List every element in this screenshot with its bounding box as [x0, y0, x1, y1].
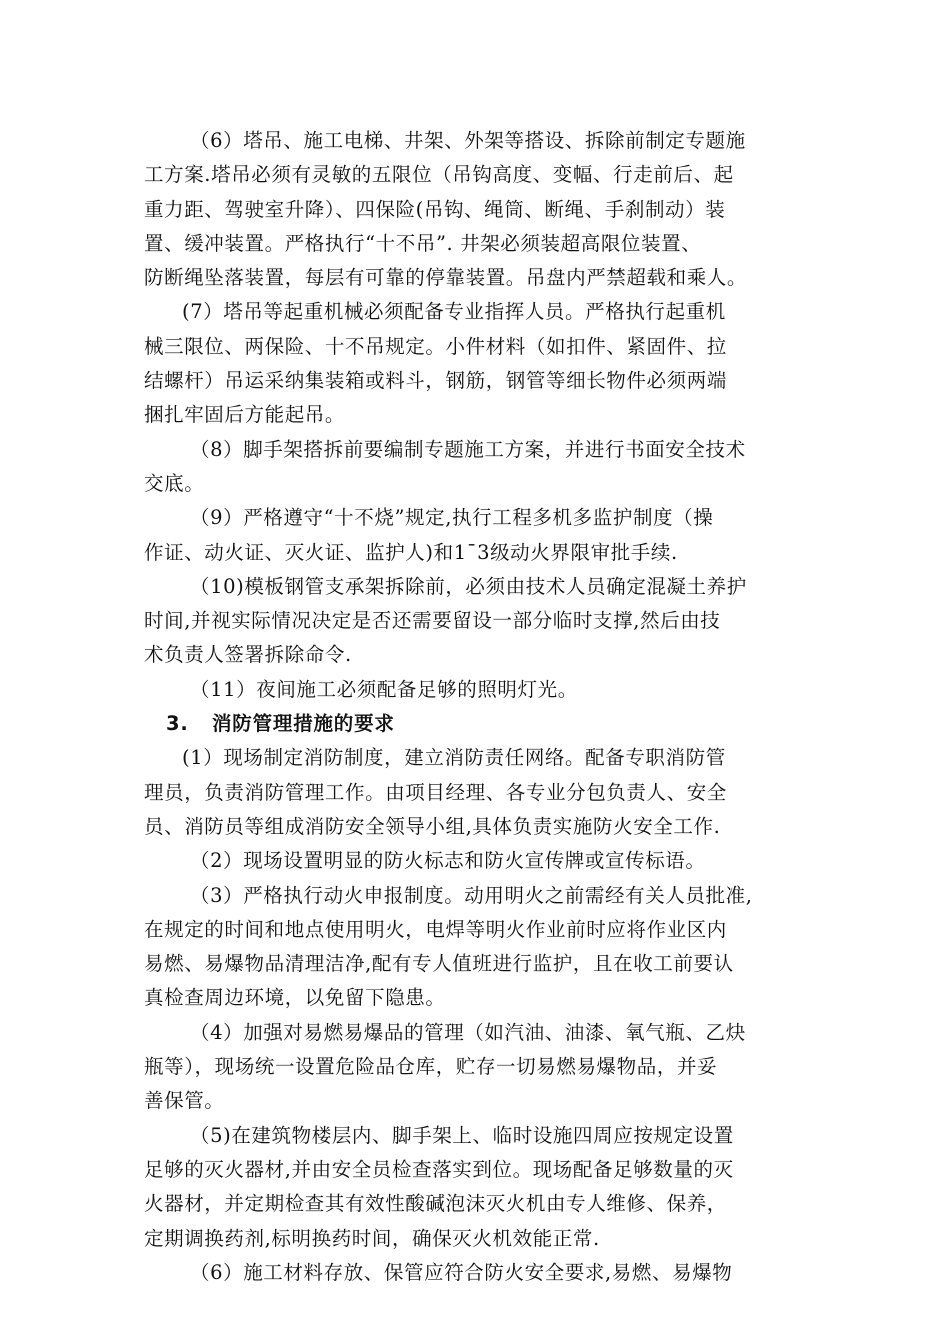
- document-body: [144, 124, 808, 1290]
- paragraph-line: 火器材，并定期检查其有效性酸碱泡沫灭火机由专人维修、保养，: [144, 1192, 727, 1216]
- paragraph-line: 理员，负责消防管理工作。由项目经理、各专业分包负责人、安全: [144, 780, 727, 804]
- paragraph-line: 定期调换药剂,标明换药时间，确保灭火机效能正常.: [144, 1226, 600, 1250]
- paragraph-line: 善保管。: [144, 1089, 225, 1113]
- paragraph-line: 捆扎牢固后方能起吊。: [144, 403, 346, 427]
- paragraph-line: 易燃、易爆物品清理洁净,配有专人值班进行监护，且在收工前要认: [144, 952, 734, 976]
- paragraph-line: 置、缓冲装置。严格执行“十不吊”. 井架必须装超高限位装置、: [144, 231, 702, 255]
- paragraph-line: 械三限位、两保险、十不吊规定。小件材料（如扣件、紧固件、拉: [144, 334, 727, 358]
- paragraph-line: 在规定的时间和地点使用明火，电焊等明火作业前时应将作业区内: [144, 917, 727, 941]
- paragraph-line: （6）塔吊、施工电梯、井架、外架等搭设、拆除前制定专题施: [190, 129, 746, 152]
- paragraph-line: （9）严格遵守“十不烧”规定,执行工程多机多监护制度（操: [190, 506, 714, 530]
- section-title: 消防管理措施的要求: [212, 712, 395, 736]
- paragraph-line: （2）现场设置明显的防火标志和防火宣传牌或宣传标语。: [190, 849, 706, 873]
- section-number: 3.: [166, 712, 189, 736]
- paragraph-line: 足够的灭火器材,并由安全员检查落实到位。现场配备足够数量的灭: [144, 1157, 734, 1181]
- paragraph-line: 重力距、驾驶室升降）、四保险(吊钩、绳筒、断绳、手刹制动）装: [144, 197, 726, 221]
- paragraph-line: （6）施工材料存放、保管应符合防火安全要求,易燃、易爆物: [190, 1260, 733, 1284]
- paragraph-line: (7）塔吊等起重机械必须配备专业指挥人员。严格执行起重机: [182, 300, 726, 324]
- paragraph-line: 交底。: [144, 471, 205, 495]
- paragraph-line: 工方案.塔吊必须有灵敏的五限位（吊钩高度、变幅、行走前后、起: [144, 163, 734, 187]
- paragraph-line: （10)模板钢管支承架拆除前，必须由技术人员确定混凝土养护: [190, 574, 747, 598]
- paragraph-line: 真检查周边环境，以免留下隐患。: [144, 986, 446, 1010]
- paragraph-line: 结螺杆）吊运采纳集装箱或料斗，钢筋，钢管等细长物件必须两端: [144, 369, 727, 393]
- paragraph-line: 时间,并视实际情况决定是否还需要留设一部分临时支撑,然后由技: [144, 609, 721, 633]
- paragraph-line: (1）现场制定消防制度，建立消防责任网络。配备专职消防管: [182, 746, 726, 770]
- paragraph-line: （3）严格执行动火申报制度。动用明火之前需经有关人员批准,: [190, 883, 753, 907]
- paragraph-line: （8）脚手架搭拆前要编制专题施工方案，并进行书面安全技术: [190, 437, 746, 461]
- paragraph-line: 术负责人签署拆除命令.: [144, 643, 352, 667]
- paragraph-line: 防断绳坠落装置，每层有可靠的停靠装置。吊盘内严禁超载和乘人。: [144, 266, 748, 290]
- paragraph-line: （5)在建筑物楼层内、脚手架上、临时设施四周应按规定设置: [190, 1123, 734, 1147]
- section-heading: [144, 707, 808, 741]
- paragraph-line: 作证、动火证、灭火证、监护人)和1¯3级动火界限审批手续.: [144, 540, 678, 564]
- paragraph-line: （11）夜间施工必须配备足够的照明灯光。: [190, 677, 578, 701]
- paragraph-line: 员、消防员等组成消防安全领导小组,具体负责实施防火安全工作.: [144, 814, 721, 838]
- paragraph-line: （4）加强对易燃易爆品的管理（如汽油、油漆、氧气瓶、乙炔: [190, 1020, 746, 1044]
- paragraph-line: 瓶等），现场统一设置危险品仓库，贮存一切易燃易爆物品，并妥: [144, 1055, 718, 1079]
